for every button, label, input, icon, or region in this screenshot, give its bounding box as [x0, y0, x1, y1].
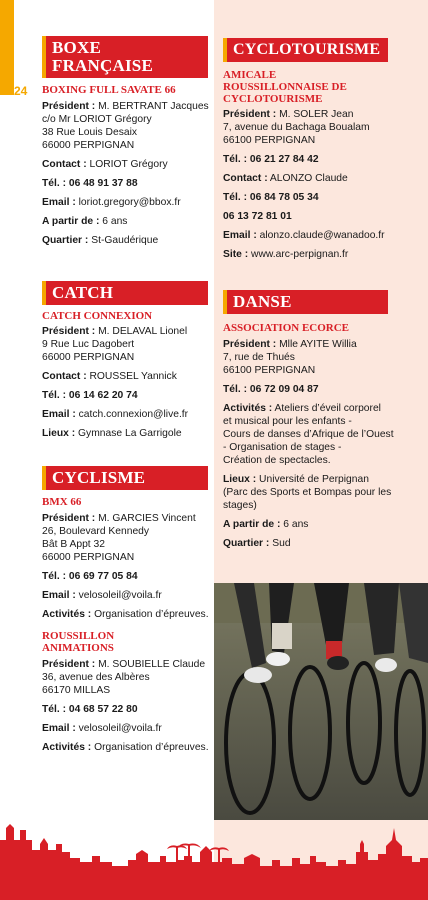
tel-line — [42, 177, 208, 190]
address-line: 36, avenue des Albères — [42, 672, 150, 683]
age-line — [223, 518, 388, 531]
email-label: Email : — [223, 230, 257, 241]
site-value: www.arc-perpignan.fr — [248, 249, 349, 260]
address-line: 26, Boulevard Kennedy — [42, 526, 150, 537]
site-line — [223, 248, 388, 261]
president-line — [223, 108, 388, 121]
age-value: 6 ans — [99, 216, 128, 227]
tel-label: Tél. : — [42, 390, 67, 401]
quartier-value: Sud — [269, 538, 291, 549]
lieux-line: stages) — [223, 500, 257, 511]
tel-value: 06 21 27 84 42 — [247, 154, 319, 165]
activites-value: Organisation d’épreuves. — [91, 609, 209, 620]
activites-line: Création de spectacles. — [223, 455, 331, 466]
president-line — [42, 325, 208, 338]
address-line: c/o Mr LORIOT Grégory — [42, 114, 152, 125]
activites-value: Organisation d’épreuves. — [91, 742, 209, 753]
org-name — [42, 630, 208, 654]
org-name-line: ROUSSILLONNAISE DE — [223, 81, 347, 93]
tel-line — [223, 153, 388, 166]
address-line: 66100 PERPIGNAN — [223, 365, 316, 376]
org-name — [223, 69, 388, 105]
president-label: Président : — [42, 326, 96, 337]
org-name: ASSOCIATION ECORCE — [223, 322, 350, 334]
tel-label: Tél. : — [42, 571, 67, 582]
tel-line — [223, 191, 388, 204]
page-tab — [0, 0, 14, 95]
section-cyclisme — [42, 466, 208, 754]
address-line: 7, avenue du Bachaga Boualam — [223, 122, 370, 133]
section-header-boxe — [42, 36, 208, 78]
city-skyline-silhouette — [0, 800, 428, 900]
quartier-label: Quartier : — [223, 538, 270, 549]
tel-value: 06 72 09 04 87 — [247, 384, 319, 395]
president-value: M. SOLER Jean — [276, 109, 354, 120]
activites-line: Cours de danses d’Afrique de l’Ouest — [223, 429, 394, 440]
president-value: M. SOUBIELLE Claude — [95, 659, 206, 670]
president-value: M. GARCIES Vincent — [95, 513, 196, 524]
email-value: loriot.gregory@bbox.fr — [75, 197, 181, 208]
quartier-line — [42, 234, 208, 247]
lieux-label: Lieux : — [223, 474, 257, 485]
age-line — [42, 215, 208, 228]
tel-line — [223, 210, 388, 223]
section-header-cyclotourisme: CYCLOTOURISME — [223, 38, 388, 62]
president-line — [42, 100, 208, 113]
activites-label: Activités : — [42, 742, 92, 753]
activites-line: - Organisation de stages - — [223, 442, 342, 453]
president-line — [223, 338, 388, 351]
contact-value: LORIOT Grégory — [86, 159, 168, 170]
page-number: 24 — [14, 84, 28, 98]
email-value: alonzo.claude@wanadoo.fr — [256, 230, 385, 241]
cyclists-photo — [214, 583, 428, 820]
activites-label: Activités : — [223, 403, 273, 414]
section-header-danse: DANSE — [223, 290, 388, 314]
tel-label: Tél. : — [42, 178, 67, 189]
org-name-line: ANIMATIONS — [42, 642, 114, 654]
activites-value: Ateliers d’éveil corporel — [272, 403, 381, 414]
quartier-line — [223, 537, 388, 550]
tel-line — [42, 389, 208, 402]
org-name-line: ROUSSILLON — [42, 630, 115, 642]
contact-line — [223, 172, 388, 185]
email-line — [223, 229, 388, 242]
section-boxe — [42, 36, 208, 247]
email-label: Email : — [42, 409, 76, 420]
contact-line — [42, 158, 208, 171]
lieux-value: Gymnase La Garrigole — [75, 428, 182, 439]
address-line: 66000 PERPIGNAN — [42, 140, 135, 151]
activites-line — [42, 741, 208, 754]
address-line: 66000 PERPIGNAN — [42, 552, 135, 563]
contact-value: ALONZO Claude — [267, 173, 348, 184]
org-name-line: CYCLOTOURISME — [223, 93, 323, 105]
contact-line — [42, 370, 208, 383]
tel-value: 06 14 62 20 74 — [66, 390, 138, 401]
lieux-line: (Parc des Sports et Bompas pour les — [223, 487, 392, 498]
contact-label: Contact : — [42, 371, 87, 382]
activites-line — [42, 608, 208, 621]
president-label: Président : — [223, 339, 277, 350]
email-label: Email : — [42, 197, 76, 208]
tel-label: Tél. : — [223, 154, 248, 165]
address-line: 66000 PERPIGNAN — [42, 352, 135, 363]
section-danse — [223, 290, 394, 550]
address-line: 7, rue de Thués — [223, 352, 295, 363]
address-line: 9 Rue Luc Dagobert — [42, 339, 135, 350]
email-value: velosoleil@voila.fr — [75, 723, 162, 734]
tel-label: Tél. : — [223, 192, 248, 203]
site-label: Site : — [223, 249, 249, 260]
quartier-label: Quartier : — [42, 235, 89, 246]
tel-value: 06 69 77 05 84 — [66, 571, 138, 582]
email-line — [42, 408, 208, 421]
president-value: M. BERTRANT Jacques — [95, 101, 209, 112]
contact-label: Contact : — [223, 173, 268, 184]
lieux-value: Université de Perpignan — [256, 474, 369, 485]
address-line: Bât B Appt 32 — [42, 539, 105, 550]
contact-value: ROUSSEL Yannick — [86, 371, 177, 382]
org-name: CATCH CONNEXION — [42, 310, 153, 322]
email-line — [42, 196, 208, 209]
president-label: Président : — [42, 659, 96, 670]
email-label: Email : — [42, 723, 76, 734]
org-name: BMX 66 — [42, 496, 82, 508]
activites-label: Activités : — [42, 609, 92, 620]
section-catch — [42, 281, 208, 440]
header-line: FRANÇAISE — [52, 56, 153, 75]
quartier-value: St-Gaudérique — [88, 235, 159, 246]
lieux-label: Lieux : — [42, 428, 76, 439]
president-value: M. DELAVAL Lionel — [95, 326, 188, 337]
tel-value: 04 68 57 22 80 — [66, 704, 138, 715]
age-value: 6 ans — [280, 519, 309, 530]
activites-line — [223, 402, 388, 415]
tel-value: 06 84 78 05 34 — [247, 192, 319, 203]
age-label: A partir de : — [223, 519, 281, 530]
org-name-line: AMICALE — [223, 69, 277, 81]
president-value: Mlle AYITE Willia — [276, 339, 357, 350]
address-line: 38 Rue Louis Desaix — [42, 127, 138, 138]
cyclists-illustration — [214, 583, 428, 820]
email-line — [42, 722, 208, 735]
age-label: A partir de : — [42, 216, 100, 227]
president-label: Président : — [42, 101, 96, 112]
president-line — [42, 512, 208, 525]
president-label: Président : — [223, 109, 277, 120]
lieux-line — [223, 473, 388, 486]
email-value: catch.connexion@live.fr — [75, 409, 189, 420]
tel-line — [223, 383, 388, 396]
email-line — [42, 589, 208, 602]
email-value: velosoleil@voila.fr — [75, 590, 162, 601]
section-header-catch: CATCH — [42, 281, 208, 305]
president-line — [42, 658, 208, 671]
address-line: 66100 PERPIGNAN — [223, 135, 316, 146]
header-line: BOXE — [52, 38, 101, 57]
tel-value: 06 48 91 37 88 — [66, 178, 138, 189]
lieux-line — [42, 427, 208, 440]
tel-line — [42, 570, 208, 583]
org-name: BOXING FULL SAVATE 66 — [42, 84, 176, 96]
tel-value: 06 13 72 81 01 — [223, 211, 292, 222]
section-header-cyclisme: CYCLISME — [42, 466, 208, 490]
section-cyclotourisme — [223, 38, 388, 261]
tel-label: Tél. : — [42, 704, 67, 715]
activites-line: et musical pour les enfants - — [223, 416, 352, 427]
email-label: Email : — [42, 590, 76, 601]
address-line: 66170 MILLAS — [42, 685, 111, 696]
president-label: Président : — [42, 513, 96, 524]
contact-label: Contact : — [42, 159, 87, 170]
tel-label: Tél. : — [223, 384, 248, 395]
tel-line — [42, 703, 208, 716]
